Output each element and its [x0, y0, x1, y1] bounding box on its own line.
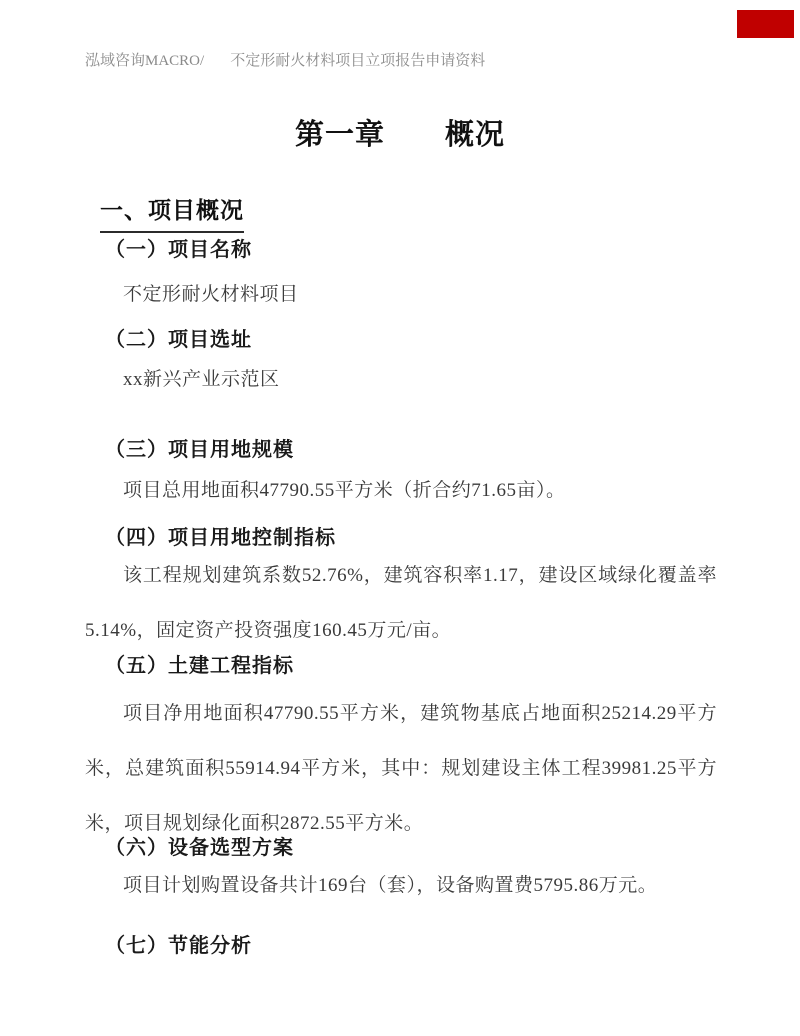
subheading-civil-engineering-index: （五）土建工程指标: [105, 655, 294, 677]
subheading-energy-saving-analysis: （七）节能分析: [105, 935, 252, 957]
para-equipment-selection: 项目计划购置设备共计169台（套），设备购置费5795.86万元。: [123, 875, 658, 896]
subheading-project-name: （一）项目名称: [105, 239, 252, 261]
subheading-land-scale: （三）项目用地规模: [105, 439, 294, 461]
red-stamp-block: [737, 10, 794, 38]
header-doc-title: 不定形耐火材料项目立项报告申请资料: [230, 53, 486, 69]
subheading-equipment-selection: （六）设备选型方案: [105, 837, 294, 859]
para-land-scale: 项目总用地面积47790.55平方米（折合约71.65亩）。: [123, 480, 566, 501]
subheading-land-control-index: （四）项目用地控制指标: [105, 527, 336, 549]
section-title-underlined: 一、项目概况: [100, 192, 244, 233]
running-header: [85, 50, 715, 72]
consultancy-brand: 泓域咨询MACRO/: [85, 53, 205, 69]
para-civil-engineering-index: 项目净用地面积47790.55平方米，建筑物基底占地面积25214.29平方米，总建筑面积55914.94平方米，其中：规划建设主体工程39981.25平方米，项目规划绿化面积2872.55平方米。: [85, 703, 717, 834]
chapter-title: 第一章 概况: [294, 119, 505, 151]
subheading-project-site: （二）项目选址: [105, 329, 252, 351]
section-title-wrap: [100, 192, 244, 233]
para-project-name: 不定形耐火材料项目: [123, 284, 299, 305]
para-project-site: xx新兴产业示范区: [123, 369, 280, 390]
para-land-control-index: 该工程规划建筑系数52.76%，建筑容积率1.17，建设区域绿化覆盖率5.14%，固定资产投资强度160.45万元/亩。: [85, 565, 717, 641]
